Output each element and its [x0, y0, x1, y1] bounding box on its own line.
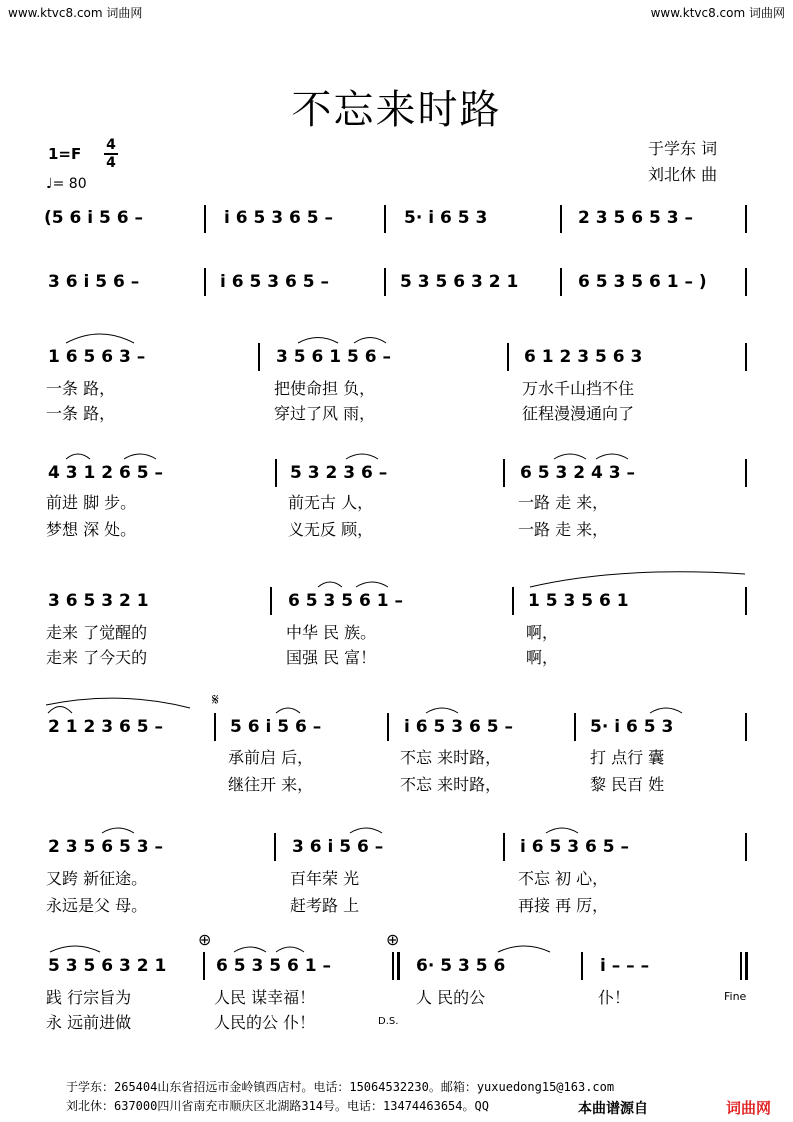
footer-composer-contact: 刘北休：637000四川省南充市顺庆区北湖路314号。电话：13474463654。QQ [66, 1099, 489, 1113]
slur [354, 338, 386, 344]
slur [318, 582, 342, 587]
s5-m1-notes: 3 6 5 3 2 1 [48, 591, 149, 611]
s6-lyric2-b: 继往开 来， [228, 775, 314, 794]
s3-lyric2-c: 征程漫漫通向了 [522, 404, 635, 423]
s5-m2-notes: 6 5 3 5 6 1 – [288, 591, 403, 611]
s4-m3-notes: 6 5 3 2 4 3 – [520, 463, 635, 483]
s1-m3-notes: 5· i 6 5 3 [404, 208, 488, 228]
song-title: 不忘来时路 [291, 87, 502, 133]
source-label: 本曲谱源自 [578, 1101, 648, 1117]
coda-icon: ⊕ [198, 930, 212, 949]
s6-m4-notes: 5· i 6 5 3 [590, 717, 674, 737]
s6-lyric1-c: 不忘 来时路， [400, 748, 502, 767]
s7-m2-notes: 3 6 i 5 6 – [292, 837, 384, 857]
s8-m2-notes: 6 5 3 5 6 1 – [216, 956, 331, 976]
s6-m3-notes: i 6 5 3 6 5 – [404, 717, 513, 737]
slur [276, 947, 304, 952]
s7-lyric2-a: 永远是父 母。 [46, 896, 148, 915]
key-signature: 1=F [48, 145, 82, 163]
s7-m3-notes: i 6 5 3 6 5 – [520, 837, 629, 857]
s5-lyric1-b: 中华 民 族。 [286, 623, 377, 642]
s5-lyric2-c: 啊， [526, 648, 559, 667]
s2-m1-notes: 3 6 i 5 6 – [48, 272, 140, 292]
watermark-right: www.ktvc8.com 词曲网 [650, 6, 785, 20]
s7-m1-notes: 2 3 5 6 5 3 – [48, 837, 163, 857]
slur [498, 946, 550, 952]
s8-lyric1-d: 仆！ [598, 988, 631, 1007]
slur [66, 454, 90, 459]
s3-lyric2-b: 穿过了风 雨， [274, 404, 376, 423]
slur [46, 698, 190, 708]
slur [346, 454, 378, 459]
s4-m1-notes: 4 3 1 2 6 5 – [48, 463, 163, 483]
slur [530, 572, 745, 587]
slur [50, 946, 100, 952]
slur [234, 947, 266, 952]
slur [48, 707, 72, 714]
coda-icon: ⊕ [386, 930, 400, 949]
s6-m2-notes: 5 6 i 5 6 – [230, 717, 322, 737]
lyricist-credit: 于学东 词 [648, 139, 718, 158]
s7-lyric1-a: 又跨 新征途。 [46, 869, 148, 888]
s6-lyric2-d: 黎 民百 姓 [590, 775, 665, 794]
s5-lyric1-c: 啊， [526, 623, 559, 642]
s7-lyric2-b: 赶考路 上 [290, 896, 360, 915]
s4-lyric1-c: 一路 走 来， [518, 493, 609, 512]
s5-lyric1-a: 走来 了觉醒的 [46, 623, 148, 642]
s1-m1-notes: (5 6 i 5 6 – [44, 208, 144, 228]
time-bottom: 4 [106, 155, 116, 171]
time-top: 4 [106, 137, 116, 153]
s3-m1-notes: 1 6 5 6 3 – [48, 347, 146, 367]
s4-lyric2-c: 一路 走 来， [518, 520, 609, 539]
s8-m4-notes: i – – – [600, 956, 650, 976]
slur [356, 582, 388, 587]
slur [596, 454, 628, 459]
s8-lyric1-b: 人民 谋幸福！ [214, 988, 316, 1007]
s8-m1-notes: 5 3 5 6 3 2 1 [48, 956, 167, 976]
s5-lyric2-a: 走来 了今天的 [46, 648, 148, 667]
slur [554, 454, 586, 459]
s8-lyric1-a: 践 行宗旨为 [46, 988, 132, 1007]
s2-m2-notes: i 6 5 3 6 5 – [220, 272, 329, 292]
s3-lyric1-a: 一条 路， [46, 379, 116, 398]
slur [350, 828, 382, 833]
s4-lyric2-b: 义无反 顾， [288, 520, 374, 539]
s3-m2-notes: 3 5 6 1 5 6 – [276, 347, 391, 367]
slur [650, 708, 682, 713]
s8-lyric1-c: 人 民的公 [416, 988, 486, 1007]
composer-credit: 刘北休 曲 [648, 165, 718, 184]
slur [276, 708, 300, 713]
s8-lyric2-a: 永 远前进做 [46, 1013, 132, 1032]
s1-m4-notes: 2 3 5 6 5 3 – [578, 208, 693, 228]
s7-lyric1-b: 百年荣 光 [290, 869, 360, 888]
s7-lyric1-c: 不忘 初 心， [518, 869, 609, 888]
s4-lyric1-a: 前进 脚 步。 [46, 493, 137, 512]
slur [124, 454, 156, 459]
s8-lyric2-b: 人民的公 仆！ [214, 1013, 316, 1032]
slur [102, 828, 134, 833]
tempo-mark: ♩= 80 [46, 176, 87, 192]
s3-lyric1-b: 把使命担 负， [274, 379, 376, 398]
s6-m1-notes: 2 1 2 3 6 5 – [48, 717, 163, 737]
s5-lyric2-b: 国强 民 富！ [286, 648, 377, 667]
s4-lyric1-b: 前无古 人， [288, 493, 374, 512]
s3-m3-notes: 6 1 2 3 5 6 3 [524, 347, 643, 367]
s2-m4-notes: 6 5 3 5 6 1 – ) [578, 272, 707, 292]
s6-lyric2-c: 不忘 来时路， [400, 775, 502, 794]
s4-m2-notes: 5 3 2 3 6 – [290, 463, 388, 483]
s3-lyric2-a: 一条 路， [46, 404, 116, 423]
ds-mark: D.S. [378, 1016, 399, 1027]
s1-m2-notes: i 6 5 3 6 5 – [224, 208, 333, 228]
s3-lyric1-c: 万水千山挡不住 [522, 379, 635, 398]
s5-m3-notes: 1 5 3 5 6 1 [528, 591, 629, 611]
s2-m3-notes: 5 3 5 6 3 2 1 [400, 272, 519, 292]
s8-m3-notes: 6· 5 3 5 6 [416, 956, 506, 976]
s7-lyric2-c: 再接 再 厉， [518, 896, 609, 915]
slur [298, 338, 338, 344]
fine-mark: Fine [724, 990, 747, 1003]
s6-lyric1-b: 承前启 后， [228, 748, 314, 767]
s4-lyric2-a: 梦想 深 处。 [46, 520, 137, 539]
slur [426, 708, 458, 713]
slur [546, 828, 578, 833]
watermark-left: www.ktvc8.com 词曲网 [8, 6, 143, 20]
footer-lyricist-contact: 于学东：265404山东省招远市金岭镇西店村。电话：15064532230。邮箱：yuxuedong15@163.com [66, 1080, 615, 1094]
s6-lyric1-d: 打 点行 囊 [590, 748, 665, 767]
segno-icon: 𝄋 [212, 690, 219, 709]
site-logo[interactable]: 词曲网 [726, 1099, 772, 1117]
slur [66, 334, 134, 343]
